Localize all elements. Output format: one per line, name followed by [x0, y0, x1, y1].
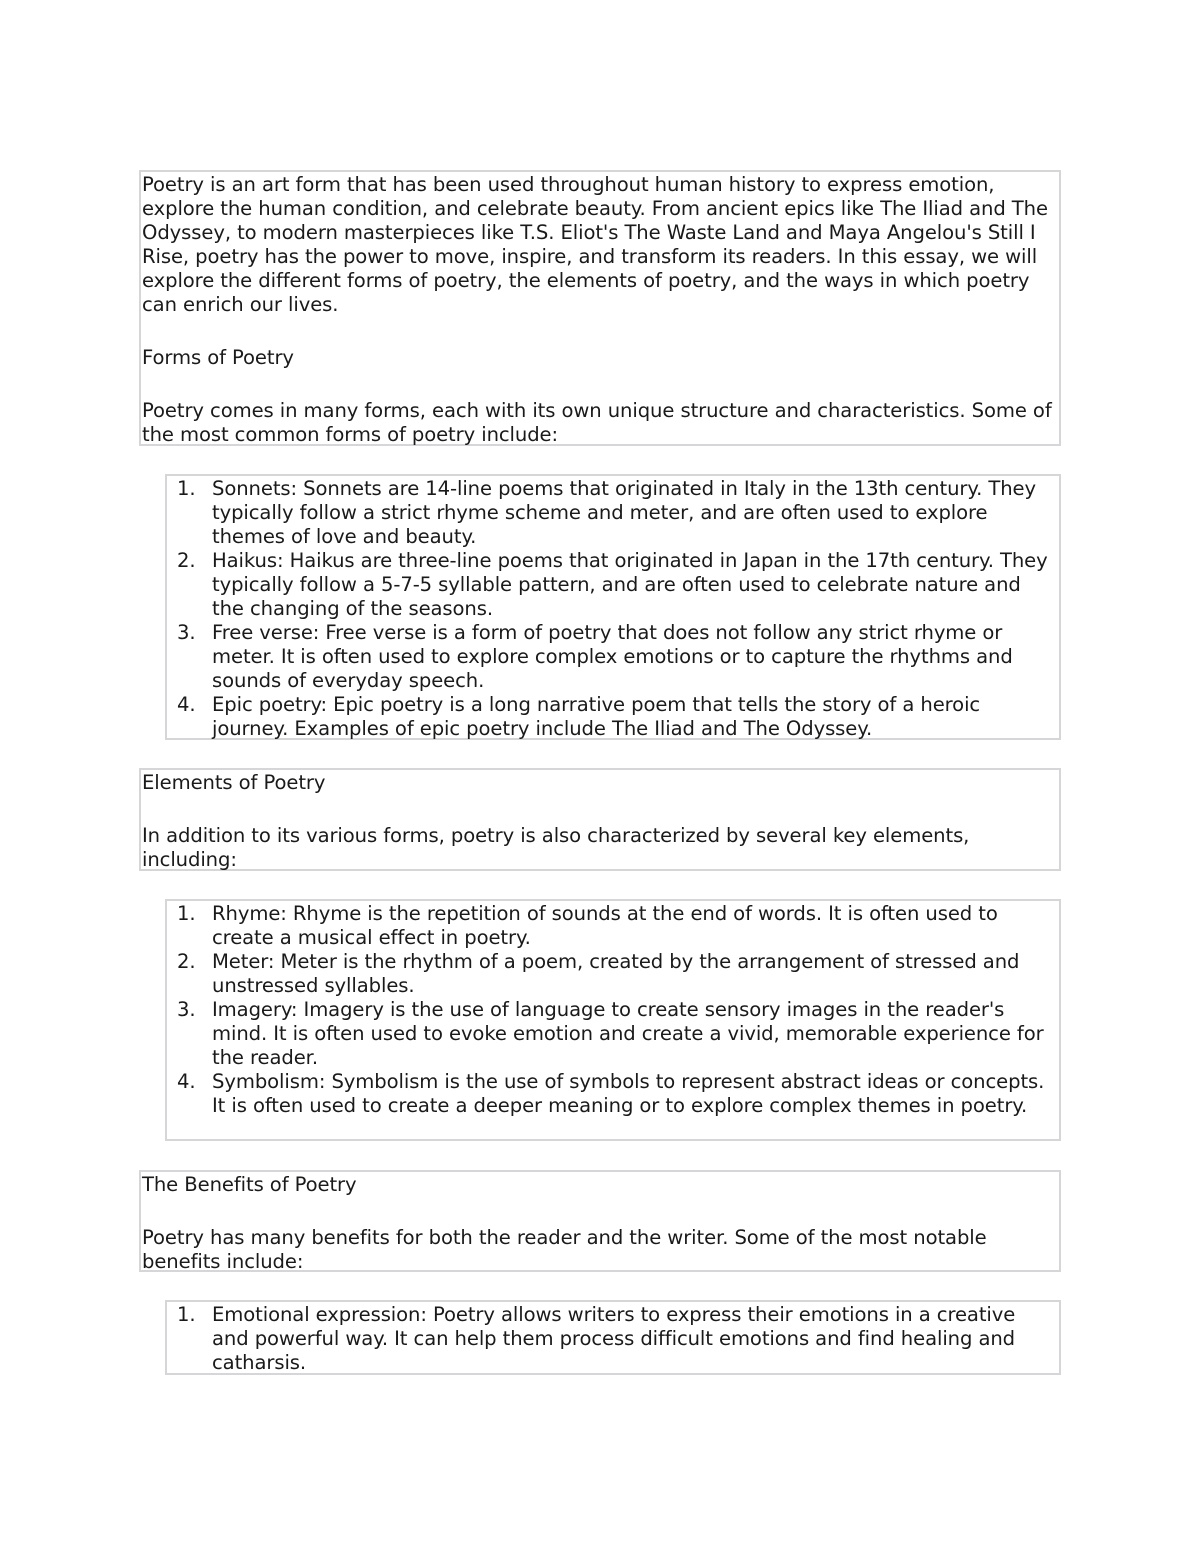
list-number: 2. — [177, 549, 196, 572]
benefits-list — [167, 1303, 1059, 1375]
list-number: 4. — [177, 1070, 196, 1093]
list-number: 3. — [177, 621, 196, 644]
list-text: Sonnets: Sonnets are 14-line poems that originated in Italy in the 13th century. They typically follow a strict rhyme scheme and meter, and are often used to explore themes of love and beauty. — [212, 477, 1036, 548]
list-number: 1. — [177, 902, 196, 925]
list-text: Free verse: Free verse is a form of poetry that does not follow any strict rhyme or meter. It is often used to explore complex emotions or to capture the rhythms and sounds of everyday speech. — [212, 621, 1013, 692]
list-number: 3. — [177, 998, 196, 1021]
list-item — [167, 549, 1059, 621]
list-text: Rhyme: Rhyme is the repetition of sounds at the end of words. It is often used to create a musical effect in poetry. — [212, 902, 998, 949]
list-text: Imagery: Imagery is the use of language to create sensory images in the reader's mind. It is often used to evoke emotion and create a vivid, memorable experience for the reader. — [212, 998, 1044, 1069]
list-item — [167, 998, 1059, 1070]
elements-list-block — [165, 899, 1061, 1141]
forms-list-block — [165, 474, 1061, 740]
list-number: 2. — [177, 950, 196, 973]
list-number: 1. — [177, 477, 196, 500]
list-text: Epic poetry: Epic poetry is a long narrative poem that tells the story of a heroic journey. Examples of epic poetry include The Iliad and The Odyssey. — [212, 693, 981, 740]
list-text: Haikus: Haikus are three-line poems that originated in Japan in the 17th century. They typically follow a 5-7-5 syllable pattern, and are often used to celebrate nature and the changing of the seasons. — [212, 549, 1048, 620]
intro-paragraph: Poetry is an art form that has been used throughout human history to express emotion, explore the human condition, and celebrate beauty. From ancient epics like The Iliad and The Odyssey, to modern masterpieces like T.S. Eliot's The Waste Land and Maya Angelou's Still I Rise, poetry has the power to move, inspire, and transform its readers. In this essay, we will explore the different forms of poetry, the elements of poetry, and the ways in which poetry can enrich our lives. — [142, 173, 1048, 316]
list-text: Emotional expression: Poetry allows writers to express their emotions in a creative and powerful way. It can help them process difficult emotions and find healing and catharsis. — [212, 1303, 1016, 1374]
elements-lead: In addition to its various forms, poetry is also characterized by several key elements, including: — [142, 824, 970, 871]
benefits-heading: The Benefits of Poetry — [142, 1173, 357, 1196]
list-item — [167, 1303, 1059, 1375]
list-text: Symbolism: Symbolism is the use of symbols to represent abstract ideas or concepts. It is often used to create a deeper meaning or to explore complex themes in poetry. — [212, 1070, 1045, 1117]
list-number: 1. — [177, 1303, 196, 1326]
elements-heading: Elements of Poetry — [142, 771, 326, 794]
benefits-list-block — [165, 1300, 1061, 1375]
list-item — [167, 477, 1059, 549]
intro-block — [139, 170, 1061, 446]
list-item — [167, 950, 1059, 998]
list-item — [167, 621, 1059, 693]
list-item — [167, 1070, 1059, 1118]
forms-list — [167, 477, 1059, 741]
forms-heading: Forms of Poetry — [142, 346, 294, 369]
benefits-lead: Poetry has many benefits for both the reader and the writer. Some of the most notable benefits include: — [142, 1226, 987, 1273]
list-text: Meter: Meter is the rhythm of a poem, created by the arrangement of stressed and unstressed syllables. — [212, 950, 1020, 997]
list-item — [167, 693, 1059, 741]
elements-intro-block — [139, 768, 1061, 871]
list-item — [167, 902, 1059, 950]
forms-lead: Poetry comes in many forms, each with its own unique structure and characteristics. Some of the most common forms of poetry include: — [142, 399, 1052, 446]
benefits-intro-block — [139, 1170, 1061, 1272]
list-number: 4. — [177, 693, 196, 716]
elements-list — [167, 902, 1059, 1118]
